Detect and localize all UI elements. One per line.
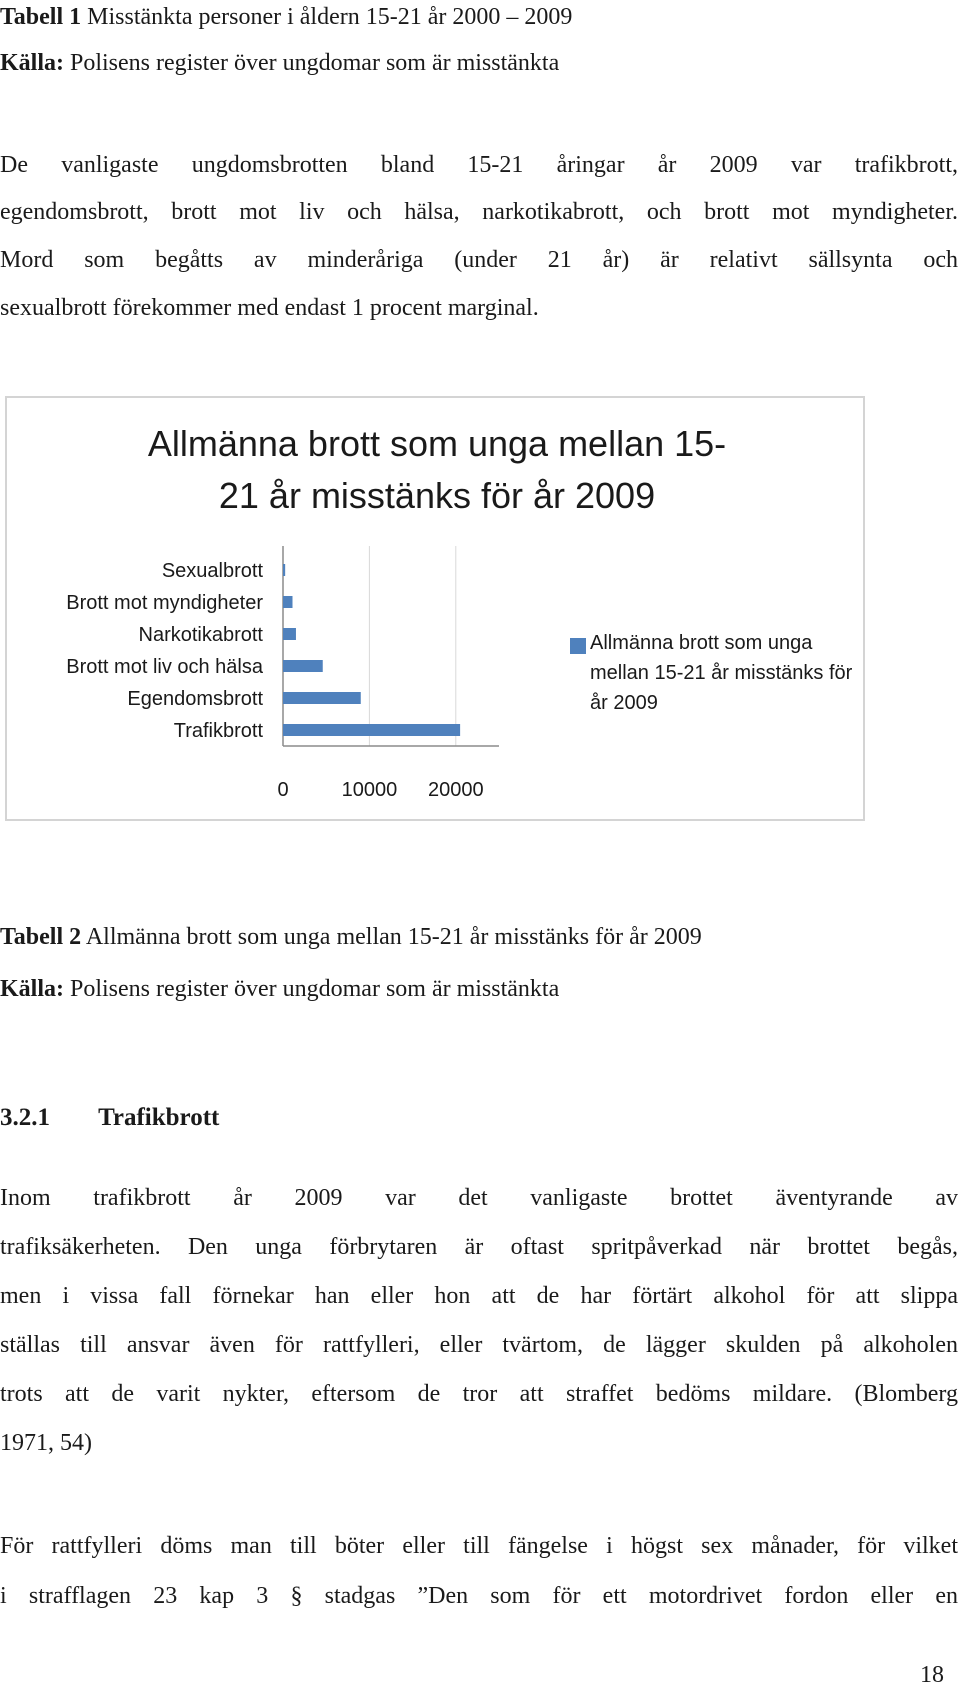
para1-line-4: sexualbrott förekommer med endast 1 procent marginal. xyxy=(0,295,539,321)
bar-narkotikabrott xyxy=(283,628,296,640)
category-label-trafikbrott: Trafikbrott xyxy=(173,720,263,742)
para2-line-1: Inom trafikbrott år 2009 var det vanligaste brottet äventyrande av xyxy=(0,1185,958,1211)
para2-line-5: trots att de varit nykter, eftersom de tror att straffet bedöms mildare. (Blomberg xyxy=(0,1381,958,1407)
table1-caption xyxy=(0,2,572,32)
table1-label: Tabell 1 xyxy=(0,4,82,30)
table2-label: Tabell 2 xyxy=(0,924,82,950)
para1-line-3: Mord som begåtts av minderåriga (under 21 år) är relativt sällsynta och xyxy=(0,247,958,273)
bar-sexualbrott xyxy=(283,564,285,576)
table1-source-label: Källa: xyxy=(0,50,64,76)
para3-line-2: i strafflagen 23 kap 3 § stadgas ”Den som för ett motordrivet fordon eller en xyxy=(0,1583,958,1609)
legend-label: Allmänna brott som unga mellan 15-21 år misstänks för år 2009 xyxy=(590,632,853,714)
section-heading xyxy=(0,1103,219,1133)
table1-text: Misstänkta personer i åldern 15-21 år 2000 – 2009 xyxy=(87,4,573,30)
table2-source-label: Källa: xyxy=(0,976,64,1002)
table2-source-text: Polisens register över ungdomar som är misstänkta xyxy=(70,976,560,1002)
table1-source xyxy=(0,48,559,78)
para1-line-1: De vanligaste ungdomsbrotten bland 15-21 åringar år 2009 var trafikbrott, xyxy=(0,152,958,178)
legend-swatch xyxy=(570,638,586,654)
bar-chart xyxy=(5,396,865,821)
para2-line-2: trafiksäkerheten. Den unga förbrytaren är oftast spritpåverkad när brottet begås, xyxy=(0,1234,958,1260)
category-label-brott-mot-liv-och-hälsa: Brott mot liv och hälsa xyxy=(66,656,263,678)
section-title: Trafikbrott xyxy=(98,1104,220,1131)
table1-source-text: Polisens register över ungdomar som är misstänkta xyxy=(70,50,560,76)
para2-line-4: ställas till ansvar även för rattfylleri, eller tvärtom, de lägger skulden på alkoholen xyxy=(0,1332,958,1358)
para1-line-2: egendomsbrott, brott mot liv och hälsa, narkotikabrott, och brott mot myndigheter. xyxy=(0,199,958,225)
category-label-sexualbrott: Sexualbrott xyxy=(161,560,263,582)
x-tick-label-20000: 20000 xyxy=(427,779,484,801)
para2-line-6: 1971, 54) xyxy=(0,1430,92,1456)
bar-brott-mot-liv-och-hälsa xyxy=(283,660,323,672)
category-label-narkotikabrott: Narkotikabrott xyxy=(138,624,263,646)
table2-text: Allmänna brott som unga mellan 15-21 år misstänks för år 2009 xyxy=(85,924,702,950)
bar-egendomsbrott xyxy=(283,692,361,704)
x-tick-label-0: 0 xyxy=(277,779,289,801)
table2-source xyxy=(0,974,559,1004)
bar-brott-mot-myndigheter xyxy=(283,596,293,608)
chart-title-line-2: 21 år misstänks för år 2009 xyxy=(218,475,656,516)
x-tick-label-10000: 10000 xyxy=(341,779,398,801)
table2-caption xyxy=(0,922,702,952)
category-label-egendomsbrott: Egendomsbrott xyxy=(127,688,263,710)
section-number: 3.2.1 xyxy=(0,1104,50,1131)
bar-trafikbrott xyxy=(283,724,460,736)
para2-line-3: men i vissa fall förnekar han eller hon att de har förtärt alkohol för att slippa xyxy=(0,1283,958,1309)
chart-plot xyxy=(7,398,863,819)
category-label-brott-mot-myndigheter: Brott mot myndigheter xyxy=(66,592,263,614)
page-number: 18 xyxy=(920,1662,944,1688)
chart-title-line-1: Allmänna brott som unga mellan 15- xyxy=(147,423,727,464)
para3-line-1: För rattfylleri döms man till böter eller till fängelse i högst sex månader, för vilket xyxy=(0,1533,958,1559)
